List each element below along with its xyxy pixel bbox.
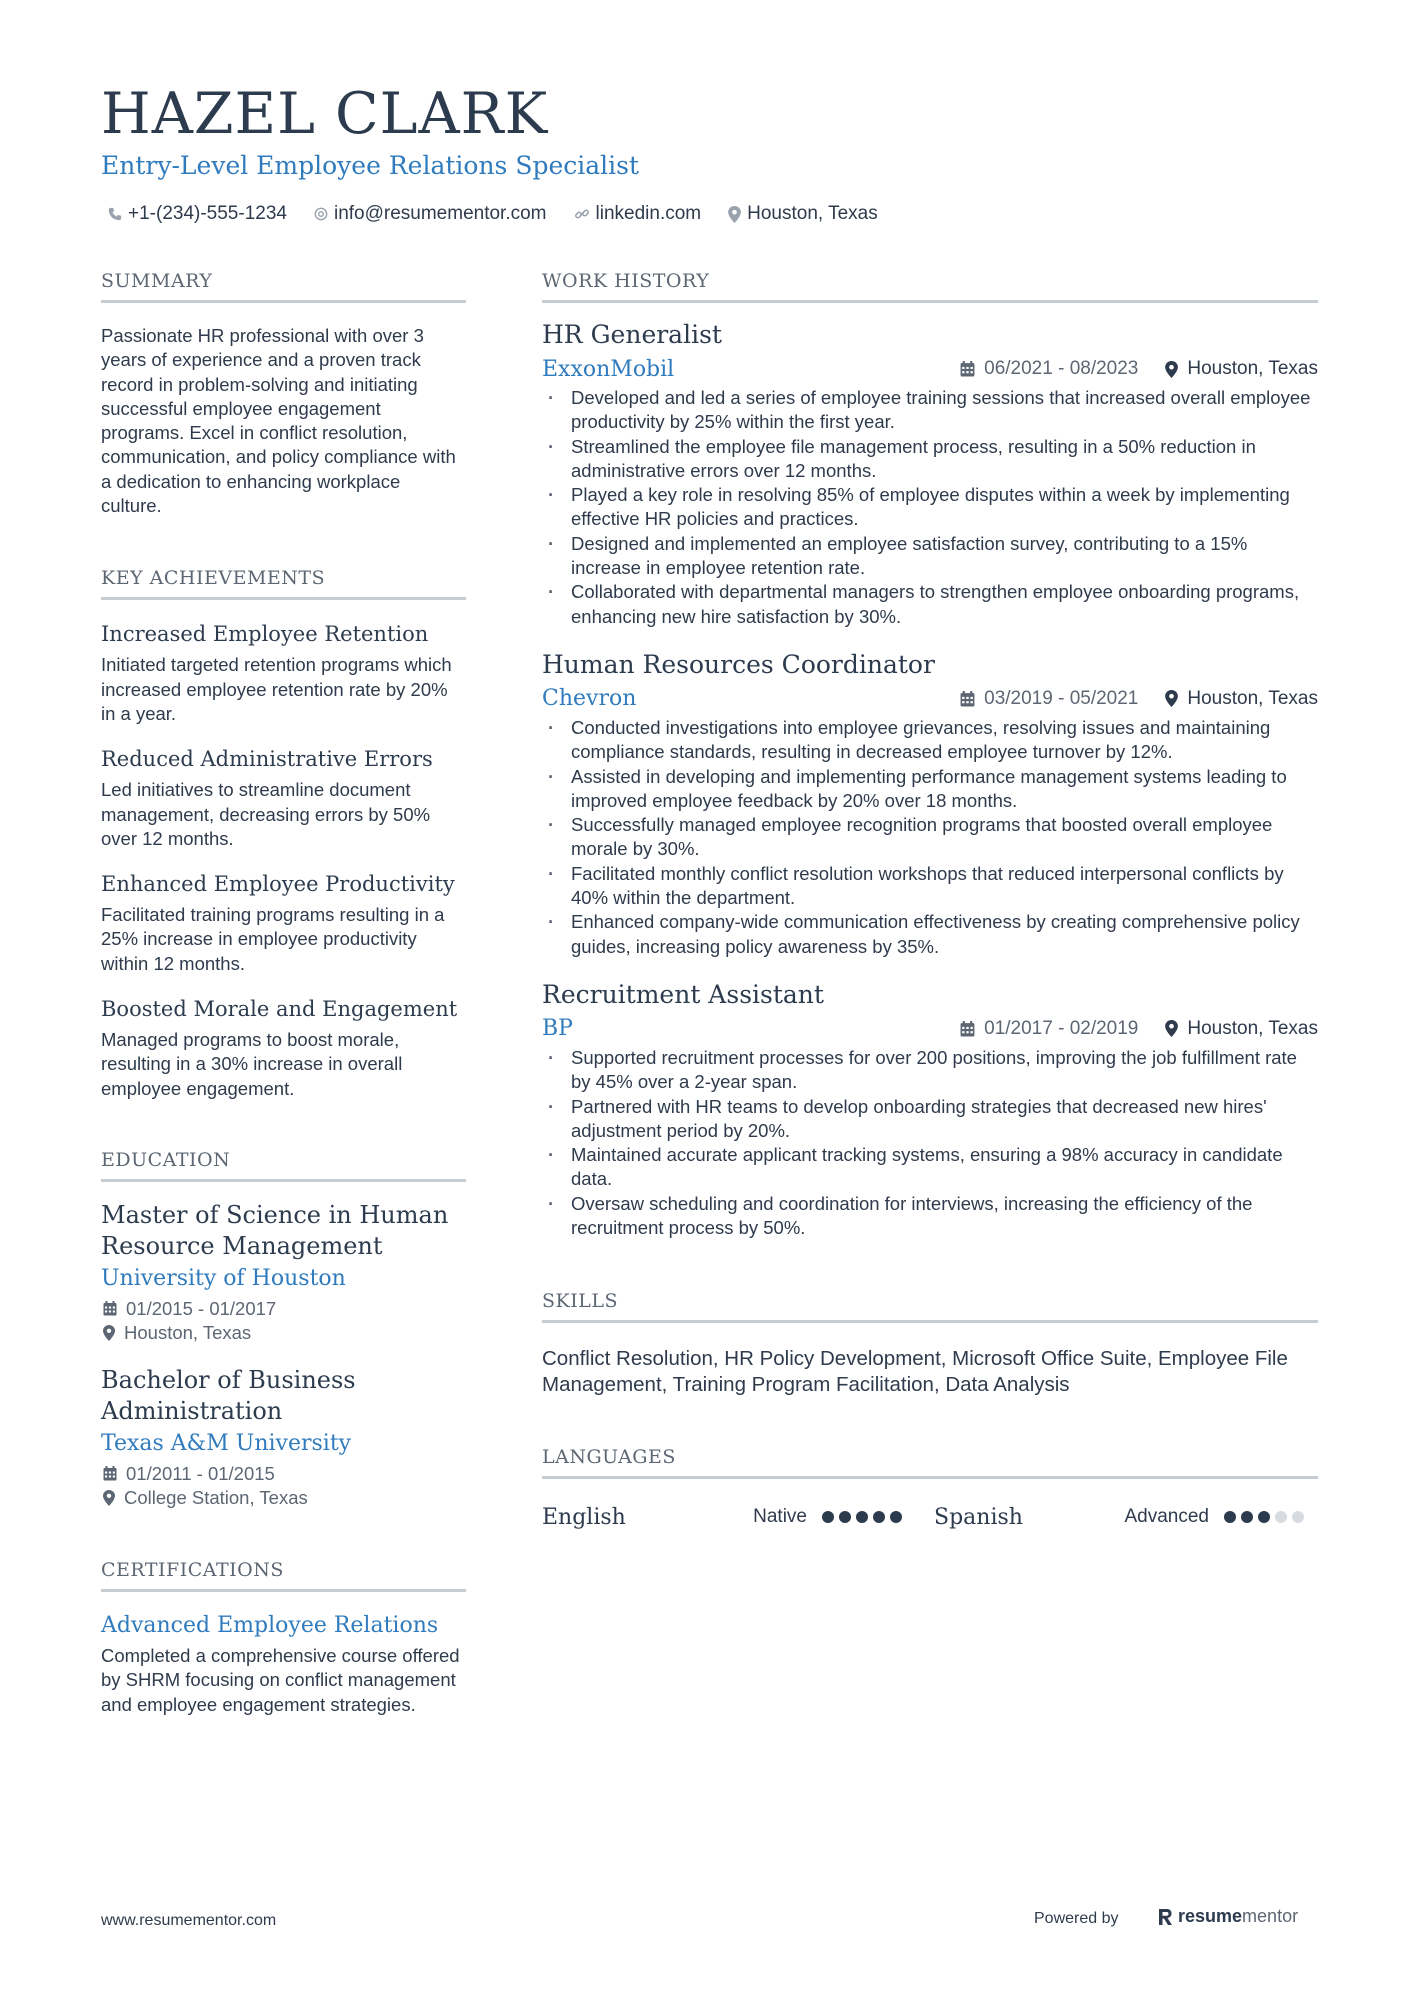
contact-linkedin[interactable]	[574, 203, 702, 225]
job-subheader	[542, 683, 1318, 715]
job-title: Recruitment Assistant	[542, 979, 824, 1009]
calendar-icon	[103, 1466, 117, 1481]
email-text: info@resumementor.com	[333, 203, 547, 224]
education-heading: EDUCATION	[101, 1147, 466, 1182]
rating-dot-filled	[1224, 1511, 1236, 1523]
language-name: Spanish	[934, 1504, 1023, 1530]
education-dates-text: 01/2011 - 01/2015	[126, 1462, 275, 1484]
logo-text-bold: resume	[1178, 1906, 1243, 1926]
candidate-name: HAZEL CLARK	[101, 81, 549, 147]
education-location-text: College Station, Texas	[124, 1486, 308, 1508]
job-location	[1165, 358, 1318, 380]
job-entry	[542, 649, 1318, 959]
certifications-heading: CERTIFICATIONS	[101, 1557, 466, 1592]
summary-heading: SUMMARY	[101, 268, 466, 303]
contact-bar	[108, 200, 905, 228]
rating-dot-filled	[873, 1511, 885, 1523]
map-pin-icon	[728, 206, 741, 223]
job-title: Human Resources Coordinator	[542, 649, 935, 679]
achievement-item	[101, 620, 466, 726]
job-entry	[542, 319, 1318, 629]
job-bullet: · Played a key role in resolving 85% of employee disputes within a week by implementing effective HR policies and practices.	[542, 483, 1318, 532]
candidate-title: Entry-Level Employee Relations Specialist	[101, 151, 640, 180]
job-bullet: · Supported recruitment processes for over 200 positions, improving the job fulfillment rate by 45% over a 2-year span.	[542, 1046, 1318, 1095]
certification-title[interactable]: Advanced Employee Relations	[101, 1612, 439, 1638]
education-school[interactable]: University of Houston	[101, 1265, 346, 1291]
certification-item	[101, 1611, 466, 1717]
phone-text: +1-(234)-555-1234	[128, 203, 287, 224]
footer-url[interactable]: www.resumementor.com	[101, 1912, 277, 1929]
job-subheader	[542, 1013, 1318, 1045]
summary-text: Passionate HR professional with over 3 years of experience and a proven track record in problem-solving and initiating successful employee engagement programs. Excel in conflict resolution, communication, and policy compliance with a dedication to enhancing workplace culture.	[101, 325, 456, 517]
map-pin-icon	[1165, 361, 1178, 378]
rating-dot-filled	[822, 1511, 834, 1523]
education-degree: Master of Science in Human Resource Management	[101, 1200, 449, 1260]
job-bullet: · Successfully managed employee recognition programs that boosted overall employee morale by 30%.	[542, 813, 1318, 862]
job-bullet: · Enhanced company-wide communication effectiveness by creating comprehensive policy guides, increasing policy awareness by 35%.	[542, 910, 1318, 959]
education-dates	[101, 1297, 466, 1321]
job-bullet: · Partnered with HR teams to develop onboarding strategies that decreased new hires' adjustment period by 20%.	[542, 1095, 1318, 1144]
achievement-title: Increased Employee Retention	[101, 622, 429, 647]
job-location-text: Houston, Texas	[1187, 1017, 1318, 1039]
job-bullets	[542, 1046, 1318, 1240]
job-bullet: · Oversaw scheduling and coordination for interviews, increasing the efficiency of the recruitment process by 50%.	[542, 1192, 1318, 1241]
job-bullets	[542, 716, 1318, 959]
job-title: HR Generalist	[542, 320, 722, 349]
job-bullet: · Maintained accurate applicant tracking systems, ensuring a 98% accuracy in candidate data.	[542, 1143, 1318, 1192]
achievement-item	[101, 870, 466, 976]
contact-email[interactable]	[314, 203, 547, 225]
map-pin-icon	[103, 1490, 115, 1506]
education-dates	[101, 1462, 466, 1486]
job-bullet: · Collaborated with departmental managers to strengthen employee onboarding programs, enhancing new hire satisfaction by 30%.	[542, 580, 1318, 629]
language-item	[934, 1505, 1318, 1530]
map-pin-icon	[1165, 1020, 1178, 1037]
calendar-icon	[103, 1301, 117, 1316]
rating-dot-filled	[839, 1511, 851, 1523]
calendar-icon	[960, 361, 975, 377]
link-icon	[574, 206, 590, 222]
job-bullet: · Designed and implemented an employee satisfaction survey, contributing to a 15% increase in employee retention rate.	[542, 532, 1318, 581]
skills-heading: SKILLS	[542, 1288, 1318, 1323]
rating-dot-empty	[1292, 1511, 1304, 1523]
location-text: Houston, Texas	[747, 203, 878, 224]
education-degree: Bachelor of Business Administration	[101, 1365, 356, 1425]
languages-heading: LANGUAGES	[542, 1444, 1318, 1479]
linkedin-text: linkedin.com	[595, 203, 702, 224]
language-name: English	[542, 1504, 626, 1530]
job-dates-text: 06/2021 - 08/2023	[984, 358, 1139, 379]
rating-dot-filled	[856, 1511, 868, 1523]
job-meta	[960, 688, 1318, 710]
right-column	[542, 268, 1318, 1533]
education-dates-text: 01/2015 - 01/2017	[126, 1297, 277, 1319]
job-dates	[960, 358, 1138, 380]
contact-phone[interactable]	[108, 203, 287, 225]
achievement-desc: Managed programs to boost morale, resulting in a 30% increase in overall employee engagement.	[101, 1029, 403, 1099]
language-rating	[817, 1511, 902, 1523]
skills-text: Conflict Resolution, HR Policy Development, Microsoft Office Suite, Employee File Management, Training Program Facilitation, Data Analysis	[542, 1347, 1288, 1396]
rating-dot-filled	[1241, 1511, 1253, 1523]
achievement-item	[101, 745, 466, 851]
job-bullet: · Facilitated monthly conflict resolution workshops that reduced interpersonal conflicts by 40% within the department.	[542, 862, 1318, 911]
calendar-icon	[960, 1021, 975, 1037]
job-dates-text: 01/2017 - 02/2019	[984, 1017, 1139, 1039]
calendar-icon	[960, 691, 975, 707]
left-column	[101, 268, 466, 1717]
phone-icon	[108, 207, 122, 221]
education-location	[101, 1321, 466, 1345]
achievement-desc: Initiated targeted retention programs which increased employee retention rate by 20% in a year.	[101, 654, 452, 724]
job-meta	[960, 1018, 1318, 1040]
education-item	[101, 1365, 466, 1510]
job-dates-text: 03/2019 - 05/2021	[984, 687, 1139, 709]
job-dates	[960, 1018, 1138, 1040]
rating-dot-filled	[890, 1511, 902, 1523]
achievement-title: Reduced Administrative Errors	[101, 747, 433, 772]
certification-desc: Completed a comprehensive course offered by SHRM focusing on conflict management and employee engagement strategies.	[101, 1644, 460, 1715]
job-location	[1165, 688, 1318, 710]
at-icon	[314, 207, 328, 221]
achievement-desc: Led initiatives to streamline document management, decreasing errors by 50% over 12 months.	[101, 779, 431, 849]
job-bullets	[542, 386, 1318, 629]
achievement-title: Enhanced Employee Productivity	[101, 872, 455, 897]
job-meta	[960, 358, 1318, 380]
language-level: Native	[753, 1506, 807, 1528]
resumementor-logo-icon	[1157, 1907, 1173, 1927]
achievement-item	[101, 995, 466, 1101]
achievement-title: Boosted Morale and Engagement	[101, 997, 458, 1022]
job-location-text: Houston, Texas	[1187, 358, 1318, 379]
job-company[interactable]: BP	[542, 1016, 573, 1042]
language-level: Advanced	[1124, 1506, 1209, 1528]
job-bullet: · Assisted in developing and implementing performance management systems leading to improved employee feedback by 20% over 18 months.	[542, 765, 1318, 814]
job-dates	[960, 688, 1138, 710]
language-item	[542, 1505, 934, 1530]
job-bullet: · Streamlined the employee file management process, resulting in a 50% reduction in administrative errors over 12 months.	[542, 435, 1318, 484]
resumementor-logo[interactable]	[1157, 1906, 1298, 1927]
achievements-heading: KEY ACHIEVEMENTS	[101, 565, 466, 600]
map-pin-icon	[103, 1325, 115, 1341]
achievement-desc: Facilitated training programs resulting in a 25% increase in employee productivity within 12 months.	[101, 904, 445, 974]
rating-dot-empty	[1275, 1511, 1287, 1523]
powered-by-label: Powered by	[1034, 1910, 1119, 1927]
job-company[interactable]: Chevron	[542, 686, 637, 712]
job-location	[1165, 1018, 1318, 1040]
job-company[interactable]: ExxonMobil	[542, 356, 675, 382]
languages-row	[542, 1501, 1318, 1533]
education-school[interactable]: Texas A&M University	[101, 1430, 352, 1456]
education-location	[101, 1486, 466, 1510]
education-location-text: Houston, Texas	[124, 1321, 252, 1343]
job-location-text: Houston, Texas	[1187, 687, 1318, 709]
job-bullet: · Conducted investigations into employee grievances, resolving issues and maintaining compliance standards, resulting in decreased employee turnover by 12%.	[542, 716, 1318, 765]
language-rating	[1219, 1511, 1304, 1523]
education-item	[101, 1200, 466, 1345]
contact-location	[728, 203, 878, 225]
job-entry	[542, 979, 1318, 1240]
rating-dot-filled	[1258, 1511, 1270, 1523]
job-subheader	[542, 353, 1318, 385]
work-history-heading: WORK HISTORY	[542, 268, 1318, 303]
job-bullet: · Developed and led a series of employee training sessions that increased overall employee productivity by 25% within the first year.	[542, 386, 1318, 435]
logo-text-light: mentor	[1242, 1906, 1299, 1926]
map-pin-icon	[1165, 690, 1178, 707]
